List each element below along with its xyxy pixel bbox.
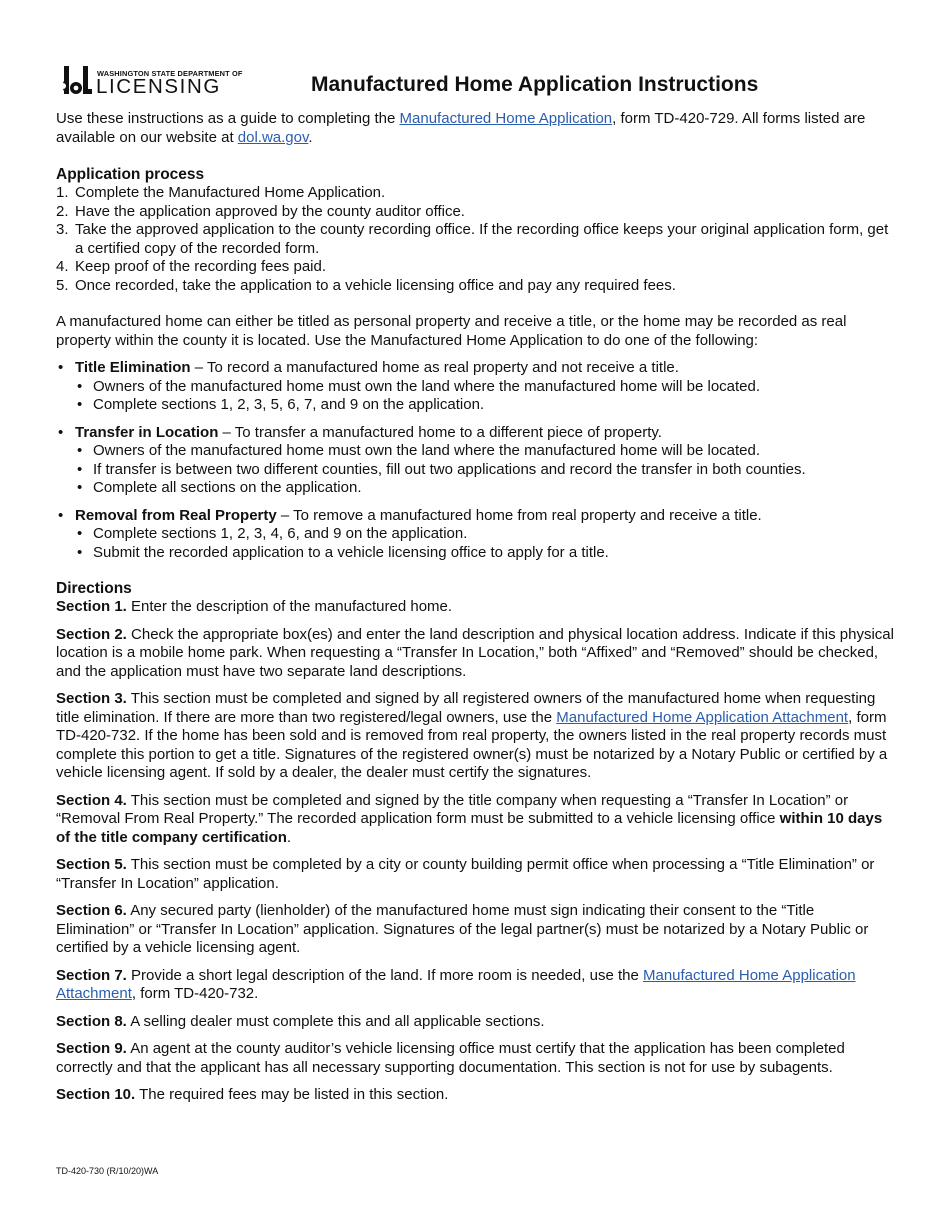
manufactured-home-application-link[interactable]: Manufactured Home Application bbox=[399, 110, 613, 127]
section-label: Section 8. bbox=[56, 1012, 127, 1030]
section-label: Section 9. bbox=[56, 1040, 127, 1057]
section-text: Provide a short legal description of the land. If more room is needed, use the bbox=[126, 966, 643, 984]
step-number: 5. bbox=[56, 276, 69, 294]
sub-item: • Complete sections 1, 2, 3, 5, 6, 7, and 9 on the application. bbox=[75, 396, 896, 415]
process-step bbox=[56, 277, 896, 296]
section-label: Section 4. bbox=[56, 791, 127, 809]
deadline-emphasis: within 10 days of the title company certification bbox=[56, 810, 883, 846]
sub-item: • Complete sections 1, 2, 3, 4, 6, and 9 on the application. bbox=[75, 525, 896, 544]
option-title: Removal from Real Property bbox=[75, 506, 277, 524]
section-4-instructions bbox=[56, 792, 896, 848]
option-title: Transfer in Location bbox=[75, 423, 219, 441]
section-text: This section must be completed and signed by all registered owners of the manufactured home when requesting title elimination. If there are more than two registered/legal owners, use the bbox=[56, 690, 876, 726]
section-label: Section 10. bbox=[56, 1086, 136, 1103]
option-title-elimination bbox=[56, 359, 896, 415]
attachment-form-link[interactable]: Manufactured Home Application Attachment bbox=[556, 708, 849, 726]
section-label: Section 2. bbox=[56, 625, 127, 643]
step-text: Take the approved application to the county recording office. If the recording office keeps your original application form, get a certified copy of the recorded form. bbox=[75, 221, 889, 257]
step-number: 1. bbox=[56, 184, 69, 201]
section-8-instructions bbox=[56, 1013, 896, 1032]
dol-logo-mark-icon bbox=[56, 64, 92, 96]
section-5-instructions bbox=[56, 856, 896, 893]
section-label: Section 1. bbox=[56, 598, 127, 615]
section-6-instructions bbox=[56, 902, 896, 958]
sub-item: • Owners of the manufactured home must own the land where the manufactured home will be located. bbox=[75, 378, 896, 397]
attachment-form-link[interactable]: Manufactured Home Application Attachment bbox=[56, 966, 856, 1002]
process-steps-list bbox=[56, 184, 896, 295]
section-label: Section 7. bbox=[56, 966, 127, 984]
process-step bbox=[56, 203, 896, 222]
section-text: A selling dealer must complete this and all applicable sections. bbox=[126, 1012, 545, 1030]
dol-logo bbox=[56, 64, 243, 98]
document-page bbox=[56, 62, 896, 1114]
option-sublist bbox=[75, 378, 896, 415]
process-step bbox=[56, 221, 896, 258]
section-10-instructions bbox=[56, 1086, 896, 1105]
section-9-instructions bbox=[56, 1040, 896, 1077]
section-label: Section 6. bbox=[56, 902, 127, 919]
section-label: Section 5. bbox=[56, 856, 127, 873]
form-number-footer: TD-420-730 (R/10/20)WA bbox=[56, 1166, 159, 1176]
section-7-instructions bbox=[56, 967, 896, 1004]
directions-section bbox=[56, 579, 896, 1105]
option-description: – To transfer a manufactured home to a different piece of property. bbox=[218, 423, 662, 441]
logo-subtitle: WASHINGTON STATE DEPARTMENT OF bbox=[97, 69, 243, 78]
section-text: Enter the description of the manufactured home. bbox=[126, 598, 453, 615]
step-text: Have the application approved by the county auditor office. bbox=[75, 202, 465, 220]
section-label: Section 3. bbox=[56, 690, 127, 707]
step-number: 4. bbox=[56, 258, 69, 275]
directions-heading: Directions bbox=[56, 580, 132, 597]
option-title: Title Elimination bbox=[75, 359, 191, 376]
titling-options-list bbox=[56, 359, 896, 562]
sub-item: • Submit the recorded application to a vehicle licensing office to apply for a title. bbox=[75, 544, 896, 563]
sub-item: • Owners of the manufactured home must own the land where the manufactured home will be located. bbox=[75, 442, 896, 461]
section-text: The required fees may be listed in this section. bbox=[135, 1086, 449, 1103]
option-removal-from-real-property bbox=[56, 507, 896, 563]
section-text: This section must be completed and signed by the title company when requesting a “Transfer In Location” or “Removal From Real Property.” The recorded application form must be submitted to a vehicle licensing office bbox=[56, 791, 849, 827]
intro-paragraph bbox=[56, 110, 896, 147]
sub-item: • If transfer is between two different counties, fill out two applications and record the transfer in both counties. bbox=[75, 461, 896, 480]
logo-wordmark: LICENSING bbox=[96, 75, 221, 98]
intro-text-2: , form TD-420-729. All forms listed are available on our website at bbox=[56, 110, 866, 146]
option-sublist bbox=[75, 442, 896, 498]
process-step bbox=[56, 184, 896, 203]
process-heading: Application process bbox=[56, 166, 205, 183]
process-step bbox=[56, 258, 896, 277]
step-text: Once recorded, take the application to a vehicle licensing office and pay any required fees. bbox=[75, 276, 676, 294]
option-description: – To record a manufactured home as real property and not receive a title. bbox=[190, 359, 679, 376]
intro-text-3: . bbox=[308, 128, 313, 146]
page-title: Manufactured Home Application Instructions bbox=[311, 73, 759, 96]
intro-text-1: Use these instructions as a guide to completing the bbox=[56, 110, 400, 127]
step-text: Complete the Manufactured Home Application. bbox=[75, 184, 386, 201]
section-1-instructions bbox=[56, 598, 896, 617]
header bbox=[56, 62, 896, 100]
option-description: – To remove a manufactured home from real property and receive a title. bbox=[276, 506, 762, 524]
section-text: , form TD-420-732. bbox=[131, 985, 259, 1002]
option-transfer-in-location bbox=[56, 424, 896, 498]
dol-website-link[interactable]: dol.wa.gov bbox=[237, 128, 309, 146]
section-text: , form TD-420-732. If the home has been sold and is removed from real property, the owners listed in the real property records must complete this portion to get a title. Signatures of the registered owner(s) must be notarized by a Notary Public or certified by a vehicle licensing agent. If sold by a dealer, the dealer must certify the signatures. bbox=[56, 708, 888, 781]
option-sublist bbox=[75, 525, 896, 562]
section-text: This section must be completed by a city or county building permit office when processing a “Title Elimination” or “Transfer In Location” application. bbox=[56, 856, 875, 892]
section-text: Any secured party (lienholder) of the manufactured home must sign indicating their consent to the “Title Elimination” or “Transfer In Location” application. Signatures of the legal partner(s) must be notarized by a Notary Public or certified by a vehicle licensing agent. bbox=[56, 902, 869, 956]
section-3-instructions bbox=[56, 690, 896, 783]
step-number: 2. bbox=[56, 202, 69, 220]
sub-item: • Complete all sections on the application. bbox=[75, 479, 896, 498]
section-text: An agent at the county auditor’s vehicle licensing office must certify that the application has been completed correctly and that the applicant has all necessary supporting documentation. This section is not for use by subagents. bbox=[56, 1040, 845, 1076]
titling-options-paragraph: A manufactured home can either be titled as personal property and receive a title, or the home may be recorded as real property within the county it is located. Use the Manufactured Home Application to do one of the following: bbox=[56, 313, 847, 349]
section-text: Check the appropriate box(es) and enter the land description and physical location address. Indicate if this physical location is a mobile home park. When requesting a “Transfer In Location,” both “Affixed” and “Removed” should be checked, and the application must have two separate land descriptions. bbox=[56, 625, 894, 680]
section-2-instructions bbox=[56, 626, 896, 682]
section-text: . bbox=[286, 828, 292, 846]
step-number: 3. bbox=[56, 221, 69, 238]
step-text: Keep proof of the recording fees paid. bbox=[75, 258, 327, 275]
